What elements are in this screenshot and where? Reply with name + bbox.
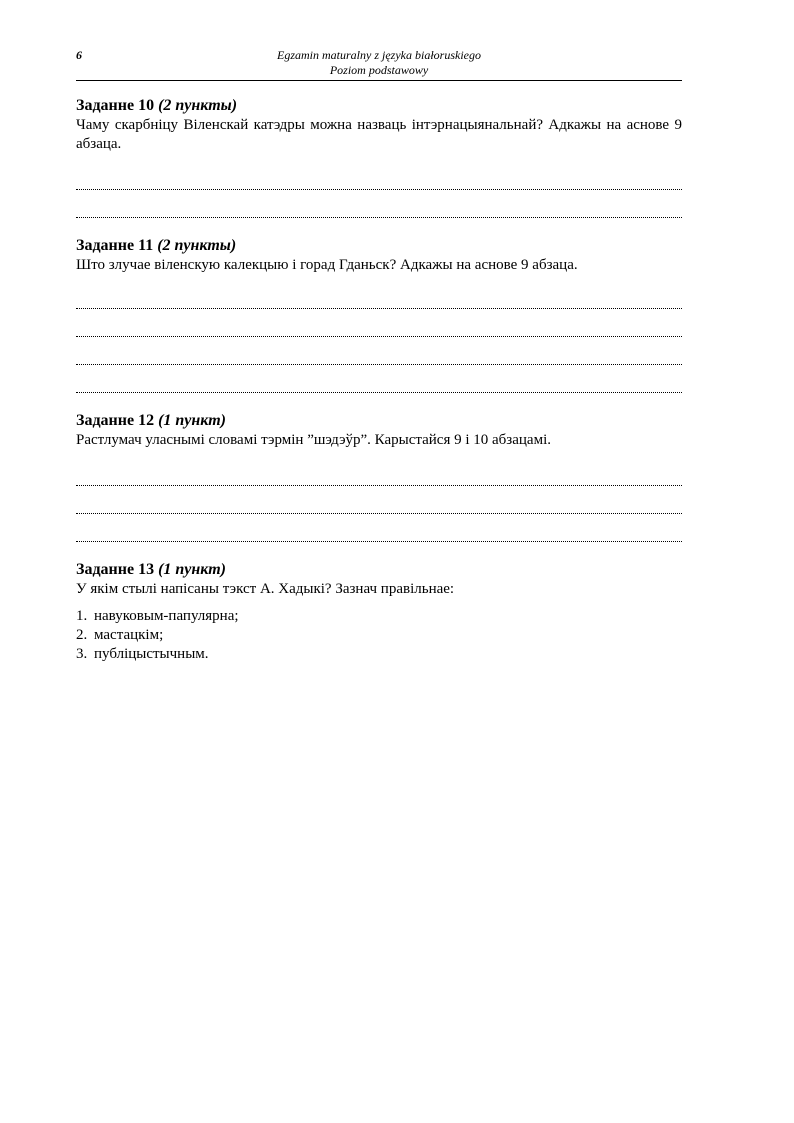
answer-line[interactable] xyxy=(76,371,682,399)
answer-line[interactable] xyxy=(76,315,682,343)
answer-line[interactable] xyxy=(76,196,682,224)
task-heading xyxy=(76,560,682,580)
exam-title xyxy=(76,48,682,78)
task-title: Заданне 11 xyxy=(76,237,154,254)
task-10 xyxy=(76,96,682,224)
task-12 xyxy=(76,411,682,548)
answer-option-2[interactable] xyxy=(76,626,682,645)
task-heading xyxy=(76,236,682,256)
task-points: (2 пункты) xyxy=(158,97,238,114)
task-heading xyxy=(76,96,682,116)
task-question: Растлумач уласнымі словамі тэрмін ”шэдэўр”. Карыстайся 9 і 10 абзацамі. xyxy=(76,432,551,448)
answer-line[interactable] xyxy=(76,343,682,371)
task-11 xyxy=(76,236,682,399)
page-number: 6 xyxy=(76,48,82,62)
answer-line[interactable] xyxy=(76,520,682,548)
page-content xyxy=(76,96,682,664)
answer-line[interactable] xyxy=(76,287,682,315)
task-points: (1 пункт) xyxy=(158,561,226,578)
option-number: 1. xyxy=(76,608,88,624)
task-question: Чаму скарбніцу Віленскай катэдры можна назваць інтэрнацыянальнай? Адкажы на аснове 9 абзаца. xyxy=(76,117,682,152)
task-points: (2 пункты) xyxy=(157,237,237,254)
exam-title-line1: Egzamin maturalny z języka białoruskiego xyxy=(277,48,481,62)
task-points: (1 пункт) xyxy=(158,412,226,429)
option-label: навуковым-папулярна; xyxy=(94,608,239,624)
option-number: 2. xyxy=(76,627,88,643)
task-title: Заданне 10 xyxy=(76,97,155,114)
answer-option-3[interactable] xyxy=(76,645,682,664)
exam-title-line2: Poziom podstawowy xyxy=(329,63,429,77)
task-title: Заданне 12 xyxy=(76,412,155,429)
task-13 xyxy=(76,560,682,664)
answer-line[interactable] xyxy=(76,492,682,520)
answer-option-1[interactable] xyxy=(76,607,682,626)
page-header xyxy=(76,46,682,81)
answer-line[interactable] xyxy=(76,168,682,196)
task-question: Што злучае віленскую калекцыю і горад Гданьск? Адкажы на аснове 9 абзаца. xyxy=(76,257,578,273)
option-label: публіцыстычным. xyxy=(94,646,209,662)
option-number: 3. xyxy=(76,646,88,662)
task-heading xyxy=(76,411,682,431)
option-label: мастацкім; xyxy=(94,627,164,643)
task-question: У якім стылі напісаны тэкст А. Хадыкі? Зазнач правільнае: xyxy=(76,581,455,597)
task-title: Заданне 13 xyxy=(76,561,155,578)
answer-options xyxy=(76,607,682,664)
answer-line[interactable] xyxy=(76,464,682,492)
